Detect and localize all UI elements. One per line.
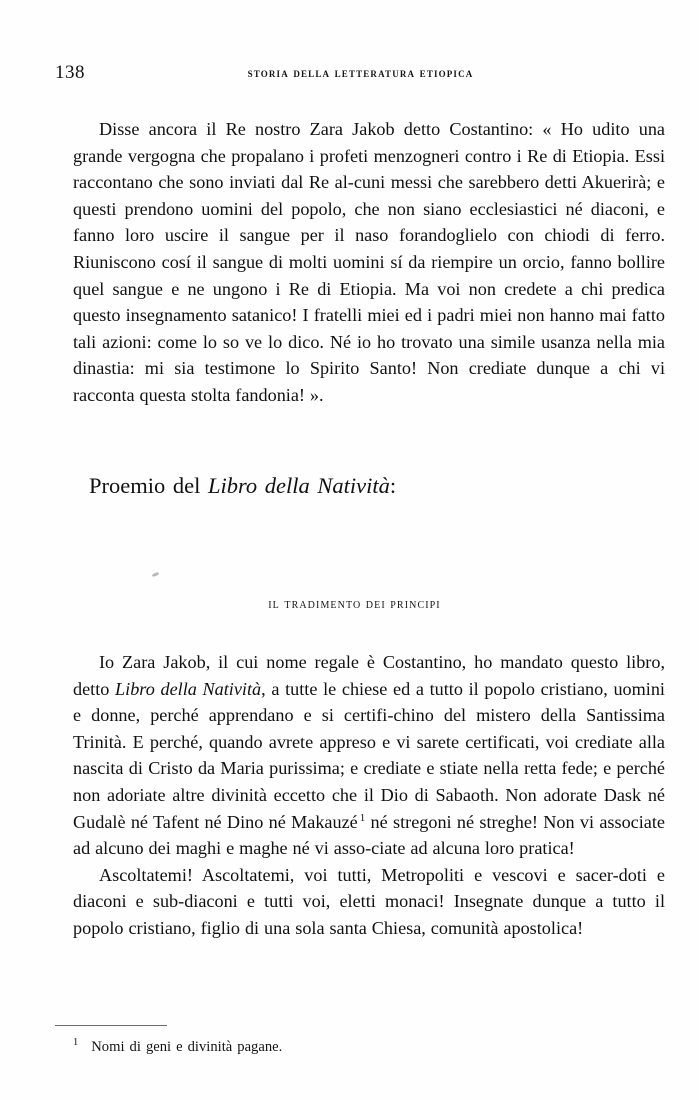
footnote-number: 1 [73,1037,79,1049]
section-heading-title-italic: Libro della Natività [207,473,390,498]
paragraph-2-italic-title: Libro della Natività [115,678,262,699]
footnote-separator-rule [55,1025,167,1026]
main-text-block-lower [73,649,665,942]
running-head-title: storia della letteratura etiopica [247,65,474,80]
paragraph-2-segment-2: , a tutte le chiese ed a tutto il popolo cristiano, uomini e donne, perché apprendano e si certifi-chino del mistero della Santissima Trinità. E perché, quando avrete appreso e vi sarete certificati, voi crediate alla nascita di Cristo da Maria purissima; e crediate e stiate nella retta fede; e perché non adoriate altre divinità eccetto che il Dio di Sabaoth. Non adorate Dask né Gudalè né Tafent né Dino né Makauzé [73,678,665,832]
paragraph-2-segment-1: Io Zara Jakob, il cui nome regale è Costantino, ho mandato questo libro, detto [73,652,665,699]
scan-artifact-speck [152,572,160,577]
main-text-block-upper [73,116,665,409]
paragraph-2-segment-3: né stregoni né streghe! Non vi associate ad alcuno dei maghi e maghe né vi asso-ciate ad alcuna loro pratica! [73,811,665,859]
footnote-text: Nomi di geni e divinità pagane. [91,1039,283,1055]
footnote-entry [73,1036,573,1058]
paragraph-quote-zara-jakob: Disse ancora il Re nostro Zara Jakob detto Costantino: « Ho udito una grande vergogna che propalano i profeti menzogneri contro i Re di Etiopia. Essi raccontano che sono inviati dal Re al-cuni messi che sarebbero detti Akuerirà; e questi prendono uomini del popolo, che non siano ecclesiastici né diaconi, e fanno loro uscire il sangue per il naso forandoglielo con chiodi di ferro. Riuniscono cosí il sangue di molti uomini sí da riempire un orcio, fanno bollire quel sangue e ne ungono i Re di Etiopia. Ma voi non credete a chi predica questo insegnamento satanico! I fratelli miei ed i padri miei non hanno mai fatto tali azioni: come lo so ve lo dico. Né io ho trovato una simile usanza nella mia dinastia: mi sia testimone lo Spirito Santo! Non crediate dunque a chi vi racconta questa stolta fandonia! ». [73,119,665,405]
footnote-reference-marker: 1 [359,811,366,824]
page-number: 138 [55,62,85,83]
subheading-tradimento: il tradimento dei principi [268,596,441,611]
paragraph-ascoltatemi: Ascoltatemi! Ascoltatemi, voi tutti, Metropoliti e vescovi e sacer-doti e diaconi e sub-diaconi e tutti voi, eletti monaci! Insegnate dunque a tutto il popolo cristiano, figlio di una sola santa Chiesa, comunità apostolica! [73,864,665,938]
section-heading-colon: : [389,473,397,498]
paragraph-io-zara-jakob [73,649,665,862]
section-heading-lead: Proemio del [89,473,208,498]
section-heading-proemio [89,471,396,501]
running-head [0,60,699,86]
